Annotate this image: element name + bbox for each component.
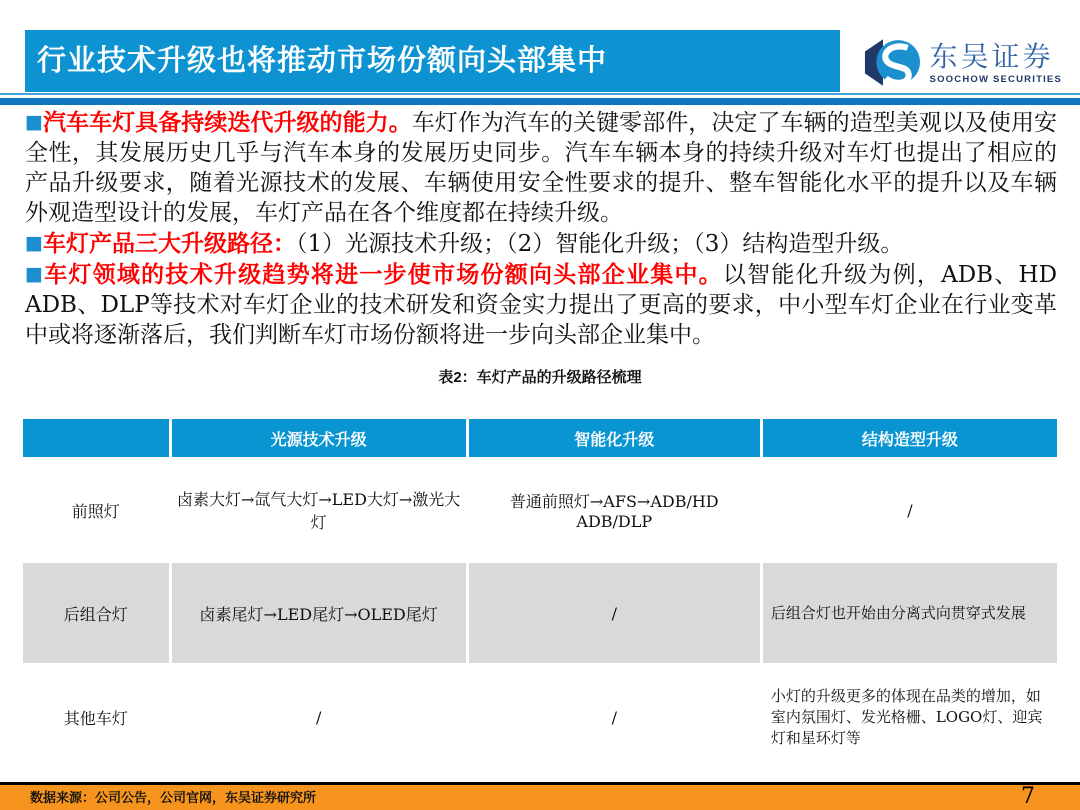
table-cell: / [469,563,760,663]
column-header-intelligent: 智能化升级 [469,419,760,457]
column-header-empty [23,419,169,457]
bullet-square-icon: ■ [25,111,43,133]
header-divider-dark [0,98,1080,105]
logo-cn-text: 东吴证券 [929,41,1054,73]
soochow-logo-icon [864,36,921,92]
table-cell: 后组合灯也开始由分离式向贯穿式发展 [763,563,1057,663]
soochow-logo [864,36,1062,92]
page-title: 行业技术升级也将推动市场份额向头部集中 [37,45,608,77]
table-cell: / [469,666,760,768]
paragraph [25,107,1057,228]
table-cell: / [172,666,466,768]
logo-en-text: SOOCHOW SECURITIES [929,74,1062,86]
header-title-bar [25,30,840,92]
table-title: 表2：车灯产品的升级路径梳理 [438,369,642,386]
footer-bar [0,785,1080,810]
body-text [25,107,1057,350]
paragraph-lead: 车灯产品三大升级路径： [42,230,296,257]
paragraph-lead: 汽车车灯具备持续迭代升级的能力。 [43,109,412,136]
table-cell: 普通前照灯→AFS→ADB/HD ADB/DLP [469,460,760,560]
column-header-structure: 结构造型升级 [763,419,1057,457]
paragraph-text: （1）光源技术升级；（2）智能化升级；（3）结构造型升级。 [295,231,904,257]
upgrade-path-table [20,416,1060,771]
row-label: 后组合灯 [23,563,169,663]
paragraph [25,259,1057,350]
column-header-light-source: 光源技术升级 [172,419,466,457]
paragraph-text: 车灯作为汽车的关键零部件，决定了车辆的造型美观以及使用安全性，其发展历史几乎与汽车本身的发展历史同步。汽车车辆本身的持续升级对车灯也提出了相应的产品升级要求，随着光源技术的发展、车辆使用安全性要求的提升、整车智能化水平的提升以及车辆外观造型设计的发展，车灯产品在各个维度都在持续升级。 [25,110,1058,226]
table-cell: / [763,460,1057,560]
data-source-text: 数据来源：公司公告，公司官网，东吴证券研究所 [30,790,317,805]
table-header-row [23,419,1057,457]
row-label: 前照灯 [23,460,169,560]
page-number: 7 [1021,784,1035,809]
table-row-headlamp [23,460,1057,560]
table-row-other-lamp [23,666,1057,768]
header-divider-light [0,93,1080,95]
table-row-rear-lamp [23,563,1057,663]
paragraph-lead: 车灯领域的技术升级趋势将进一步使市场份额向头部企业集中。 [44,261,723,288]
bullet-square-icon: ■ [25,263,45,285]
table-cell: 卤素大灯→氙气大灯→LED大灯→激光大灯 [172,460,466,560]
table-cell: 卤素尾灯→LED尾灯→OLED尾灯 [172,563,466,663]
row-label: 其他车灯 [23,666,169,768]
table-cell: 小灯的升级更多的体现在品类的增加，如室内氛围灯、发光格栅、LOGO灯、迎宾灯和星环灯等 [763,666,1057,768]
bullet-square-icon: ■ [25,232,43,254]
paragraph-text: 以智能化升级为例，ADB、HD ADB、DLP等技术对车灯企业的技术研发和资金实力提出了更高的要求，中小型车灯企业在行业变革中或将逐渐落后，我们判断车灯市场份额将进一步向头部企业集中。 [25,262,1058,348]
paragraph [25,228,1057,259]
